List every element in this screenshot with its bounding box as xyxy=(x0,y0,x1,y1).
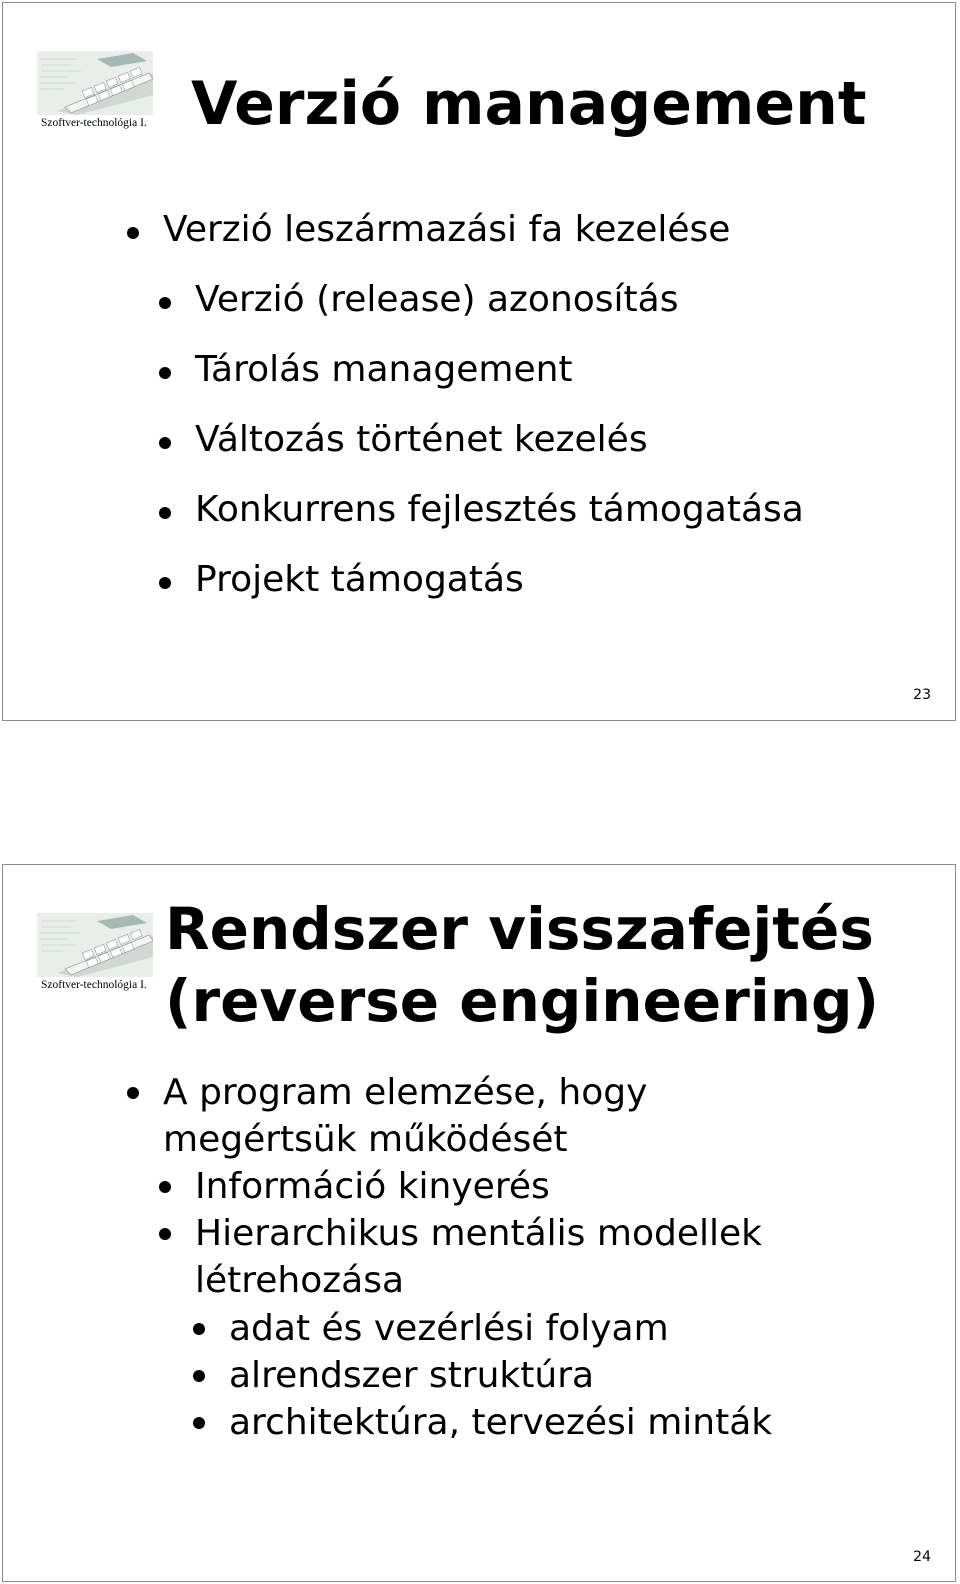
bullet-text: alrendszer struktúra xyxy=(229,1355,595,1396)
bullet-icon xyxy=(159,297,171,309)
keyboard-logo-icon xyxy=(37,51,153,115)
page-number: 24 xyxy=(913,1549,931,1565)
bullet-text: Hierarchikus mentális modellek xyxy=(195,1213,762,1254)
bullet-icon xyxy=(193,1323,205,1335)
course-logo xyxy=(37,51,153,133)
slide-24 xyxy=(2,864,956,1582)
list-item xyxy=(229,1305,669,1352)
bullet-icon xyxy=(193,1417,205,1429)
bullet-text: A program elemzése, hogy xyxy=(163,1072,648,1113)
course-logo xyxy=(37,913,153,995)
list-item xyxy=(195,349,573,390)
list-item xyxy=(195,1210,762,1304)
bullet-text: megértsük működését xyxy=(163,1119,568,1160)
bullet-text: Változás történet kezelés xyxy=(195,419,648,460)
bullet-icon xyxy=(159,1181,171,1193)
list-item xyxy=(163,1069,647,1163)
bullet-text: Tárolás management xyxy=(195,349,573,390)
bullet-text: adat és vezérlési folyam xyxy=(229,1308,669,1349)
title-line: (reverse engineering) xyxy=(165,967,880,1035)
bullet-icon xyxy=(159,577,171,589)
bullet-text: Információ kinyerés xyxy=(195,1166,550,1207)
bullet-icon xyxy=(159,367,171,379)
list-item xyxy=(195,1163,550,1210)
list-item xyxy=(163,209,730,250)
bullet-icon xyxy=(159,1228,171,1240)
bullet-icon xyxy=(159,507,171,519)
slide-title: Verzió management xyxy=(191,69,867,139)
bullet-icon xyxy=(193,1370,205,1382)
list-item xyxy=(195,419,648,460)
list-item xyxy=(195,559,524,600)
keyboard-logo-icon xyxy=(37,913,153,977)
slide-23 xyxy=(2,2,956,721)
bullet-text: Projekt támogatás xyxy=(195,559,524,600)
bullet-text: létrehozása xyxy=(195,1260,405,1301)
logo-caption: Szoftver-technológia I. xyxy=(41,979,147,991)
list-item xyxy=(229,1352,594,1399)
list-item xyxy=(195,489,804,530)
bullet-text: Verzió (release) azonosítás xyxy=(195,279,679,320)
list-item xyxy=(229,1399,772,1446)
bullet-text: Verzió leszármazási fa kezelése xyxy=(163,209,731,250)
bullet-text: architektúra, tervezési minták xyxy=(229,1402,773,1443)
slide-title xyxy=(165,893,879,1037)
list-item xyxy=(195,279,678,320)
page-number: 23 xyxy=(913,687,931,703)
bullet-icon xyxy=(127,227,139,239)
bullet-icon xyxy=(127,1087,139,1099)
bullet-text: Konkurrens fejlesztés támogatása xyxy=(195,489,804,530)
title-line: Rendszer visszafejtés xyxy=(165,895,874,963)
logo-caption: Szoftver-technológia I. xyxy=(41,117,147,129)
bullet-icon xyxy=(159,437,171,449)
